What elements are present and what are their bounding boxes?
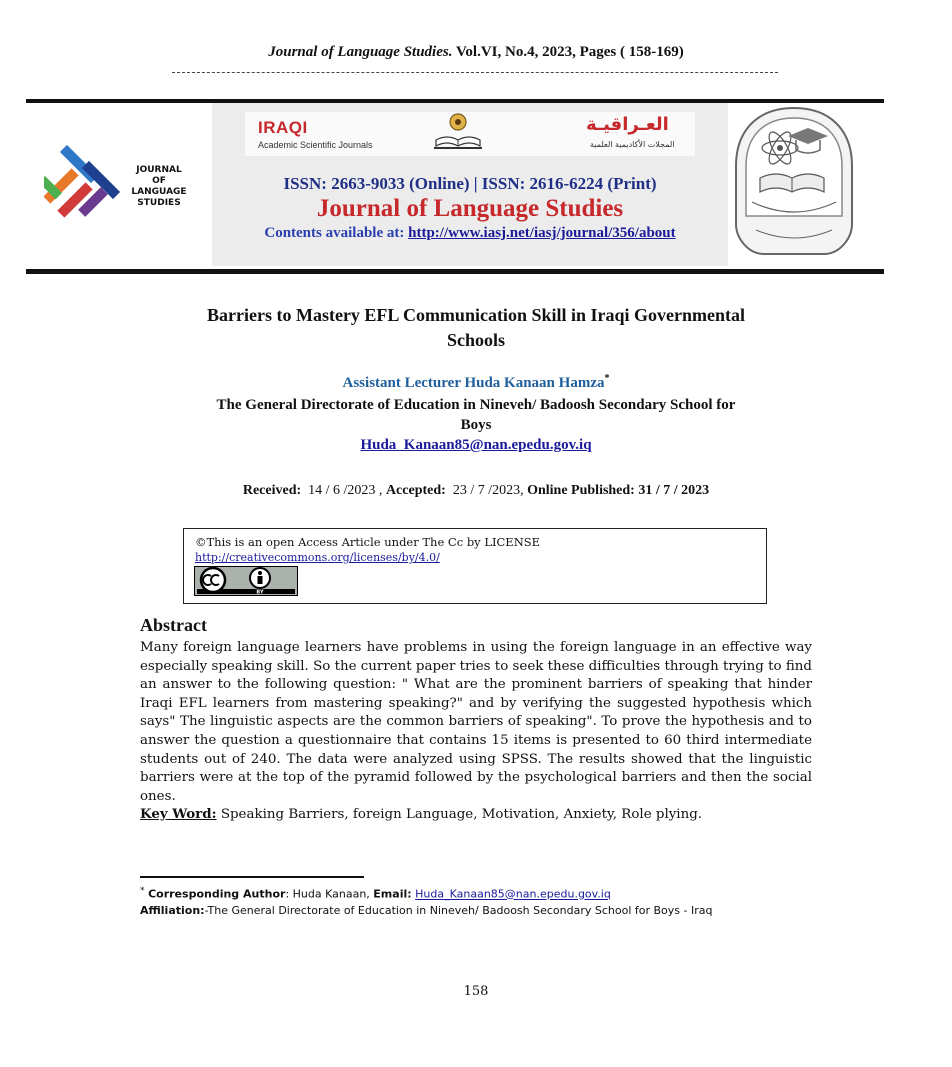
footnote-author-label: Corresponding Author [148,887,286,901]
author-footnote-mark: * [604,373,610,384]
footnote-affiliation-text: -The General Directorate of Education in Nineveh/ Badoosh Secondary School for Boys - Iraq [204,904,713,917]
published-label: Online Published: [527,483,635,498]
author-email-link[interactable]: Huda_Kanaan85@nan.epedu.gov.iq [360,437,592,453]
journal-logo-text [131,165,187,209]
iraqi-logo-text: IRAQI [258,118,308,137]
accepted-label: Accepted: [385,483,446,498]
footnote-rule [140,876,364,878]
abstract-body: Many foreign language learners have problems in using the foreign language in an effective way especially speaking skill. So the current paper tries to seek these difficulties through trying to find an answer to the following question: " What are the prominent barriers of speaking that hinder Iraqi EFL learners from mastering speaking?" and by verifying the suggested hypothesis which says" The linguistic aspects are the common barriers of speaking". To prove the hypothesis and to answer the question a questionnaire that contains 15 items is presented to 60 third intermediate students out of 240. The data were analyzed using SPSS. The results showed that the linguistic barriers were at the top of the pyramid followed by the psychological barriers and then the social ones. [140,640,812,804]
author-affiliation [140,395,812,435]
journal-logo-icon [44,140,136,224]
journal-url-link[interactable]: http://www.iasj.net/iasj/journal/356/about [408,225,676,241]
running-head-journal: Journal of Language Studies. [268,44,453,60]
paper-title-line: Schools [446,330,506,350]
license-url-link[interactable]: http://creativecommons.org/licenses/by/4.0/ [195,551,440,564]
book-emblem-icon [430,112,486,152]
contents-label: Contents available at: [264,225,405,241]
received-date: 14 / 6 /2023 , [308,483,383,498]
cc-by-badge-icon[interactable] [194,566,298,596]
affiliation-line: The General Directorate of Education in Nineveh/ Badoosh Secondary School for [216,397,736,413]
arabic-logo-text: العـراقيـة [586,114,669,135]
journal-logo-line: OF [152,176,166,186]
footnote-author-name: : Huda Kanaan, [285,887,370,901]
author-email [140,437,812,454]
header-dashed-rule [172,72,778,73]
university-emblem-icon [730,104,858,260]
accepted-date: 23 / 7 /2023, [452,483,524,498]
keywords [140,806,812,822]
journal-logo-line: STUDIES [137,198,181,208]
footnote-email-label: Email: [373,887,412,901]
publication-dates [140,483,812,499]
license-text: ©This is an open Access Article under The Cc by LICENSE [195,535,541,549]
abstract-heading: Abstract [140,615,207,635]
paper-title-line: Barriers to Mastery EFL Communication Skill in Iraqi Governmental [207,305,745,325]
page-number: 158 [463,984,489,999]
arabic-logo-subtitle: المجلات الأكاديمية العلمية [590,140,675,149]
contents-available-line [212,225,728,242]
author-name-text: Assistant Lecturer Huda Kanaan Hamza [342,375,605,391]
journal-logo-line: LANGUAGE [131,187,187,197]
running-head [0,44,952,61]
banner-bottom-rule [26,269,884,274]
issn-line: ISSN: 2663-9033 (Online) | ISSN: 2616-6224 (Print) [283,174,657,193]
footnote-affiliation-label: Affiliation: [140,904,205,917]
received-label: Received: [242,483,302,498]
affiliation-line: Boys [460,417,492,433]
iraqi-logo-subtitle: Academic Scientific Journals [258,140,373,150]
keywords-list: Speaking Barriers, foreign Language, Motivation, Anxiety, Role plying. [220,807,703,822]
published-date: 31 / 7 / 2023 [638,483,710,498]
keywords-label: Key Word: [140,806,217,822]
cc-badge-by-label: BY [256,589,264,596]
paper-title [140,303,812,353]
journal-logo-line: JOURNAL [136,165,182,175]
footnote-mark: * [140,885,145,896]
footnote-email-link[interactable]: Huda_Kanaan85@nan.epedu.gov.iq [415,887,611,901]
footnote-affiliation [140,902,780,919]
author-name [140,373,812,392]
journal-title: Journal of Language Studies [316,195,624,222]
running-head-details: Vol.VI, No.4, 2023, Pages ( 158-169) [455,44,684,60]
footnote-corresponding-author [140,885,611,901]
